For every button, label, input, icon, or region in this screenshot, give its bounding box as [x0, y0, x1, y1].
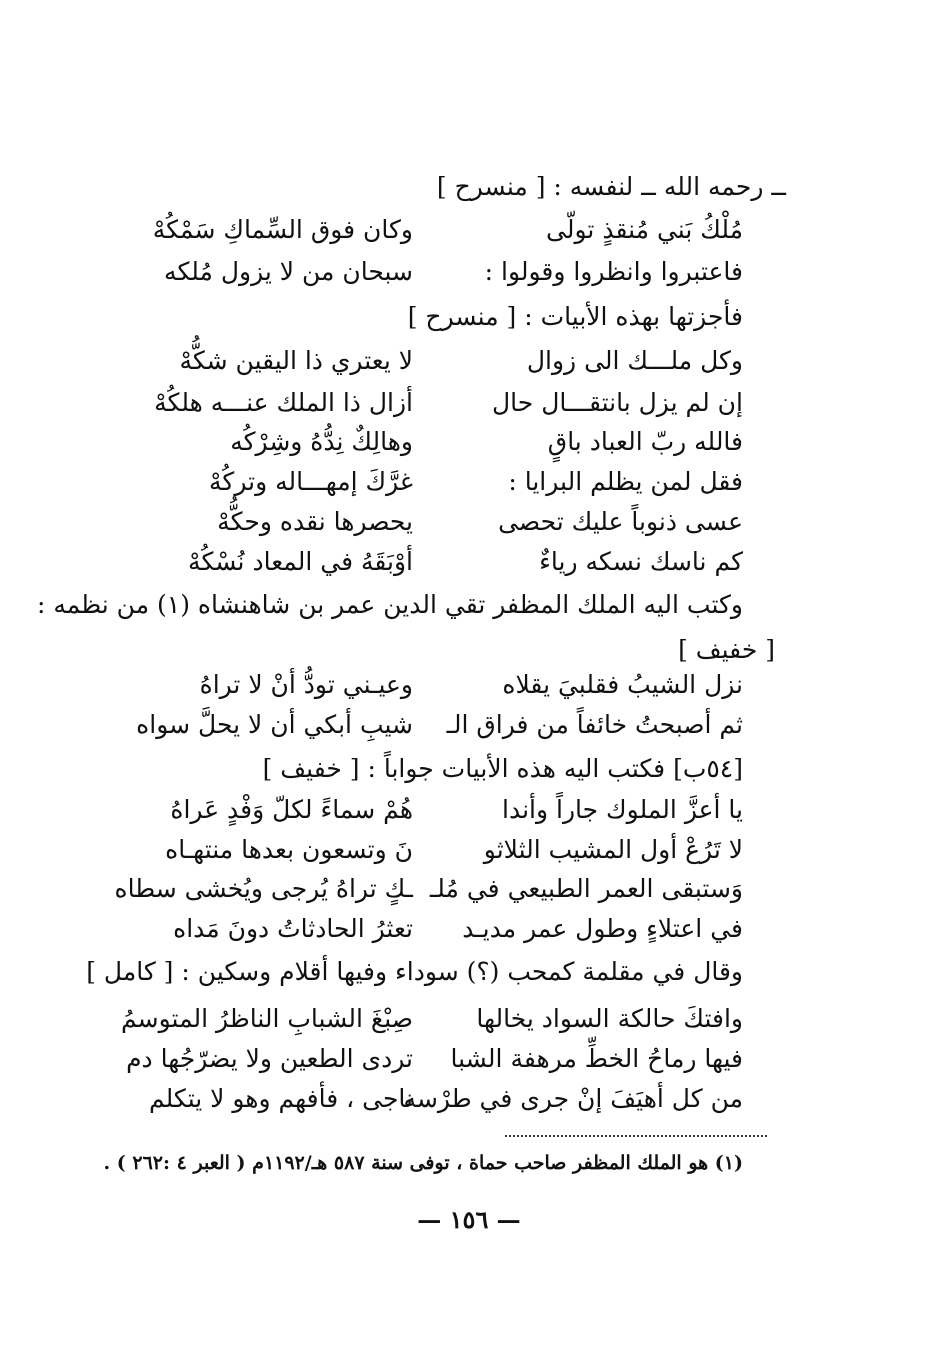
- verse-first-hemistich: نزل الشيبُ فقلبيَ يقلاه: [502, 670, 743, 699]
- verse-second-hemistich: هُمْ سماءً لكلّ وَفْدٍ عَراهُ: [170, 795, 413, 824]
- verse-second-hemistich: غرَّكَ إمهـــاله وتركُهْ: [209, 467, 413, 496]
- verse-line: [114, 872, 743, 906]
- verse-first-hemistich: يا أعزَّ الملوك جاراً وأندا: [502, 795, 743, 824]
- verse-second-hemistich: ـكٍ تراهُ يُرجى ويُخشى سطاه: [114, 874, 413, 903]
- verse-line: [179, 344, 743, 378]
- verse-first-hemistich: كم ناسك نسكه رياءٌ: [539, 547, 743, 576]
- verse-first-hemistich: فيها رماحُ الخطِّ مرهفة الشبا: [450, 1044, 743, 1073]
- intro-line: وكتب اليه الملك المظفر تقي الدين عمر بن شاهنشاه (١) من نظمه :: [37, 590, 743, 619]
- verse-line: [183, 505, 743, 539]
- verse-line: [183, 465, 743, 499]
- verse-first-hemistich: وَستبقى العمر الطبيعي في مُلـ: [429, 874, 743, 903]
- verse-line: [164, 255, 743, 289]
- meter-label: [ خفيف ]: [678, 635, 775, 664]
- verse-second-hemistich: أوْبَقَهُ في المعاد نُسْكُهْ: [188, 547, 413, 576]
- verse-first-hemistich: لا تَرُعْ أول المشيب الثلاثو: [483, 835, 743, 864]
- verse-line: [154, 386, 743, 420]
- verse-second-hemistich: وهالِكٌ نِدُّهُ وشِرْكُه: [230, 427, 413, 456]
- footnote-divider: [505, 1135, 767, 1137]
- intro-line: فأجزتها بهذه الأبيات : [ منسرح ]: [407, 302, 743, 331]
- verse-second-hemistich: صِبْغَ الشبابِ الناظرُ المتوسمُ: [121, 1004, 413, 1033]
- verse-first-hemistich: من كل أهيَفَ إنْ جرى في طرْسه: [403, 1084, 743, 1113]
- verse-line: [183, 545, 743, 579]
- verse-second-hemistich: وعيـني تودُّ أنْ لا تراهُ: [199, 670, 413, 699]
- verse-first-hemistich: في اعتلاءٍ وطول عمر مديـد: [462, 914, 743, 943]
- verse-line: [126, 1042, 743, 1076]
- verse-second-hemistich: شيبِ أبكي أن لا يحلَّ سواه: [136, 710, 413, 739]
- verse-line: [165, 833, 743, 867]
- verse-second-hemistich: أزال ذا الملك عنـــه هلكُهْ: [154, 388, 413, 417]
- page-number: — ١٥٦ —: [417, 1205, 521, 1234]
- intro-line: وقال في مقلمة كمحب (؟) سوداء وفيها أقلام وسكين : [ كامل ]: [86, 957, 743, 986]
- verse-second-hemistich: يحصرها نقده وحكُّهْ: [217, 507, 413, 536]
- verse-line: [170, 793, 743, 827]
- verse-line: [152, 213, 743, 247]
- verse-first-hemistich: فاعتبروا وانظروا وقولوا :: [484, 257, 743, 286]
- verse-line: [148, 1082, 743, 1116]
- header-line: ــ رحمه الله ــ لنفسه : [ منسرح ]: [436, 172, 786, 201]
- verse-first-hemistich: مُلْكُ بَني مُنقذٍ تولّى: [546, 215, 743, 244]
- footnote: (١) هو الملك المظفر صاحب حماة ، توفى سنة ٥٨٧ هـ/١١٩٢م ( العبر ٤ :٢٦٢ ) .: [103, 1152, 743, 1174]
- verse-second-hemistich: لا يعتري ذا اليقين شكُّهْ: [179, 346, 413, 375]
- verse-second-hemistich: ناجى ، فأفهم وهو لا يتكلم: [148, 1084, 413, 1113]
- verse-line: [173, 912, 743, 946]
- verse-line: [136, 708, 743, 742]
- verse-first-hemistich: فقل لمن يظلم البرايا :: [508, 467, 743, 496]
- verse-first-hemistich: وافتكَ حالكة السواد يخالها: [476, 1004, 743, 1033]
- verse-second-hemistich: نَ وتسعون بعدها منتهـاه: [165, 835, 413, 864]
- verse-first-hemistich: وكل ملـــك الى زوال: [526, 346, 743, 375]
- verse-second-hemistich: تردى الطعين ولا يضرّجُها دم: [126, 1044, 413, 1073]
- verse-second-hemistich: سبحان من لا يزول مُلكه: [164, 257, 413, 286]
- verse-first-hemistich: فالله ربّ العباد باقٍ: [547, 427, 743, 456]
- verse-line: [183, 668, 743, 702]
- verse-first-hemistich: ثم أصبحتُ خائفاً من فراق الـ: [446, 710, 743, 739]
- verse-first-hemistich: عسى ذنوباً عليك تحصى: [498, 507, 743, 536]
- verse-second-hemistich: تعثرُ الحادثاتُ دونَ مَداه: [173, 914, 413, 943]
- verse-second-hemistich: وكان فوق السِّماكِ سَمْكُهْ: [152, 215, 413, 244]
- verse-first-hemistich: إن لم يزل بانتقـــال حال: [492, 388, 743, 417]
- verse-line: [183, 425, 743, 459]
- verse-line: [121, 1002, 743, 1036]
- intro-line: [٥٤ب] فكتب اليه هذه الأبيات جواباً : [ خفيف ]: [262, 754, 743, 783]
